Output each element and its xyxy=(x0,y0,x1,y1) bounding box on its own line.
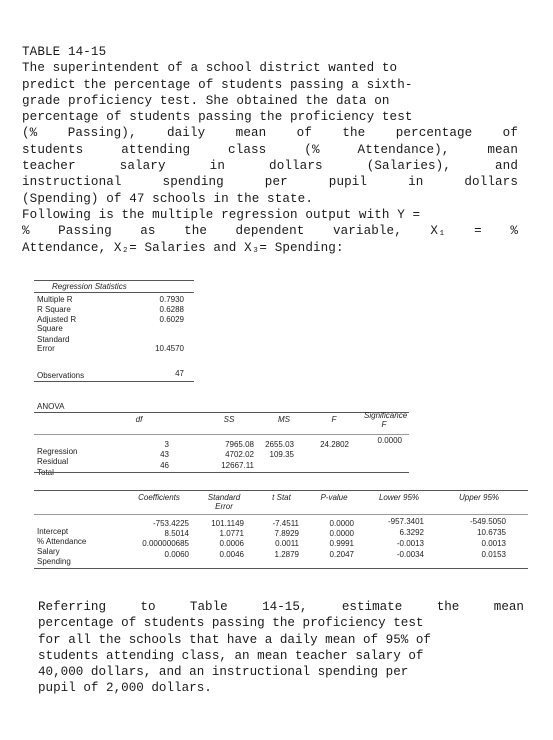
coef-cell: 0.0006 xyxy=(219,539,244,548)
coef-cell: 0.0000 xyxy=(329,519,354,528)
coef-cell: -753.4225 xyxy=(152,519,189,528)
stat-value: 0.6288 xyxy=(159,305,184,314)
problem-line: grade proficiency test. She obtained the data on xyxy=(22,93,390,108)
question-text xyxy=(38,599,524,697)
anova-cell: 4702.02 xyxy=(225,450,254,459)
stat-value: 47 xyxy=(175,369,184,378)
coef-header: P-value xyxy=(320,493,348,502)
anova-header: F xyxy=(331,415,337,424)
divider xyxy=(34,292,194,293)
anova-row-label: Residual xyxy=(37,457,69,466)
problem-line: students attending class (% Attendance), mean xyxy=(22,142,518,157)
coef-header: Coefficients xyxy=(138,493,180,502)
problem-line: percentage of students passing the proficiency test xyxy=(22,110,413,125)
divider xyxy=(34,280,194,281)
coef-cell: 0.000000685 xyxy=(142,539,189,548)
coef-row-label: Spending xyxy=(37,557,71,566)
anova-cell: 7965.08 xyxy=(225,440,254,449)
stat-label: Standard Error xyxy=(37,335,70,353)
coef-cell: 1.2879 xyxy=(274,550,299,559)
coef-row-label: Intercept xyxy=(37,527,69,536)
problem-line: % Passing as the dependent variable, X₁ = % xyxy=(22,224,518,239)
question-line: percentage of students passing the proficiency test xyxy=(38,616,424,631)
coef-cell: 10.6735 xyxy=(477,528,506,537)
coef-row-label: Salary xyxy=(37,547,60,556)
coef-row-label: % Attendance xyxy=(37,537,87,546)
divider xyxy=(34,490,528,491)
anova-cell: 46 xyxy=(160,461,169,470)
anova-cell: 12667.11 xyxy=(221,461,254,470)
question-line: pupil of 2,000 dollars. xyxy=(38,681,212,696)
coef-cell: -7.4511 xyxy=(272,519,299,528)
anova-header: df xyxy=(135,415,143,424)
coef-cell: -957.3401 xyxy=(387,517,424,526)
anova-cell: 0.0000 xyxy=(377,436,402,445)
question-line: students attending class, an mean teacher salary of xyxy=(38,648,424,663)
problem-line: (% Passing), daily mean of the percentage of xyxy=(22,126,518,141)
stat-label: Observations xyxy=(37,371,85,380)
regression-statistics-title: Regression Statistics xyxy=(52,282,127,291)
coef-cell: 0.0000 xyxy=(329,529,354,538)
coef-cell: 6.3292 xyxy=(399,528,424,537)
question-line: 40,000 dollars, and an instructional spending per xyxy=(38,665,409,680)
coef-cell: 0.0046 xyxy=(219,550,244,559)
anova-cell: 43 xyxy=(160,450,169,459)
coef-cell: 0.9991 xyxy=(329,539,354,548)
anova-cell: 2655.03 xyxy=(265,440,294,449)
anova-header: Significance F xyxy=(364,411,408,429)
coef-cell: 7.8929 xyxy=(274,529,299,538)
stat-label: Adjusted R Square xyxy=(37,315,77,333)
question-line: Referring to Table 14-15, estimate the mean xyxy=(38,600,524,614)
coef-header: t Stat xyxy=(272,493,291,502)
anova-cell: 24.2802 xyxy=(320,440,349,449)
anova-title: ANOVA xyxy=(37,402,65,411)
problem-line: Following is the multiple regression output with Y = xyxy=(22,207,421,222)
coef-cell: 0.0060 xyxy=(164,550,189,559)
problem-line: The superintendent of a school district wanted to xyxy=(22,61,398,76)
coef-cell: 101.1149 xyxy=(211,519,244,528)
problem-line: teacher salary in dollars (Salaries), and xyxy=(22,159,518,174)
coef-header: Upper 95% xyxy=(458,493,500,502)
anova-header: SS xyxy=(223,415,235,424)
coef-cell: -0.0034 xyxy=(396,550,424,559)
stat-value: 10.4570 xyxy=(155,344,184,353)
coef-cell: 1.0771 xyxy=(219,529,244,538)
anova-header: MS xyxy=(278,415,290,424)
coef-cell: 0.2047 xyxy=(329,550,354,559)
problem-line: (Spending) of 47 schools in the state. xyxy=(22,191,313,206)
anova-row-label: Total xyxy=(37,468,54,477)
coef-cell: 0.0011 xyxy=(275,539,299,548)
table-title: TABLE 14-15 xyxy=(22,45,107,59)
coef-cell: 0.0013 xyxy=(481,539,506,548)
anova-cell: 3 xyxy=(164,440,169,449)
coef-cell: 8.5014 xyxy=(164,529,189,538)
regression-output-table xyxy=(34,280,528,585)
problem-line: instructional spending per pupil in dollars xyxy=(22,175,518,190)
problem-line: Attendance, X₂= Salaries and X₃= Spending: xyxy=(22,240,344,255)
coef-cell: -0.0013 xyxy=(396,539,424,548)
divider xyxy=(34,472,409,473)
divider xyxy=(34,412,409,413)
coef-cell: -549.5050 xyxy=(469,517,506,526)
divider xyxy=(34,434,409,435)
stat-value: 0.7930 xyxy=(159,295,184,304)
divider xyxy=(34,514,528,515)
stat-label: Multiple R xyxy=(37,295,73,304)
coef-cell: 0.0153 xyxy=(481,550,506,559)
problem-line: predict the percentage of students passing a sixth- xyxy=(22,77,413,92)
anova-row-label: Regression xyxy=(37,447,78,456)
divider xyxy=(34,568,528,569)
stat-label: R Square xyxy=(37,305,71,314)
coef-header: Standard Error xyxy=(207,493,241,511)
question-line: for all the schools that have a daily mean of 95% of xyxy=(38,632,431,647)
stat-value: 0.6029 xyxy=(159,315,184,324)
anova-cell: 109.35 xyxy=(269,450,294,459)
divider xyxy=(34,381,194,382)
coef-header: Lower 95% xyxy=(378,493,420,502)
problem-statement xyxy=(22,44,518,256)
